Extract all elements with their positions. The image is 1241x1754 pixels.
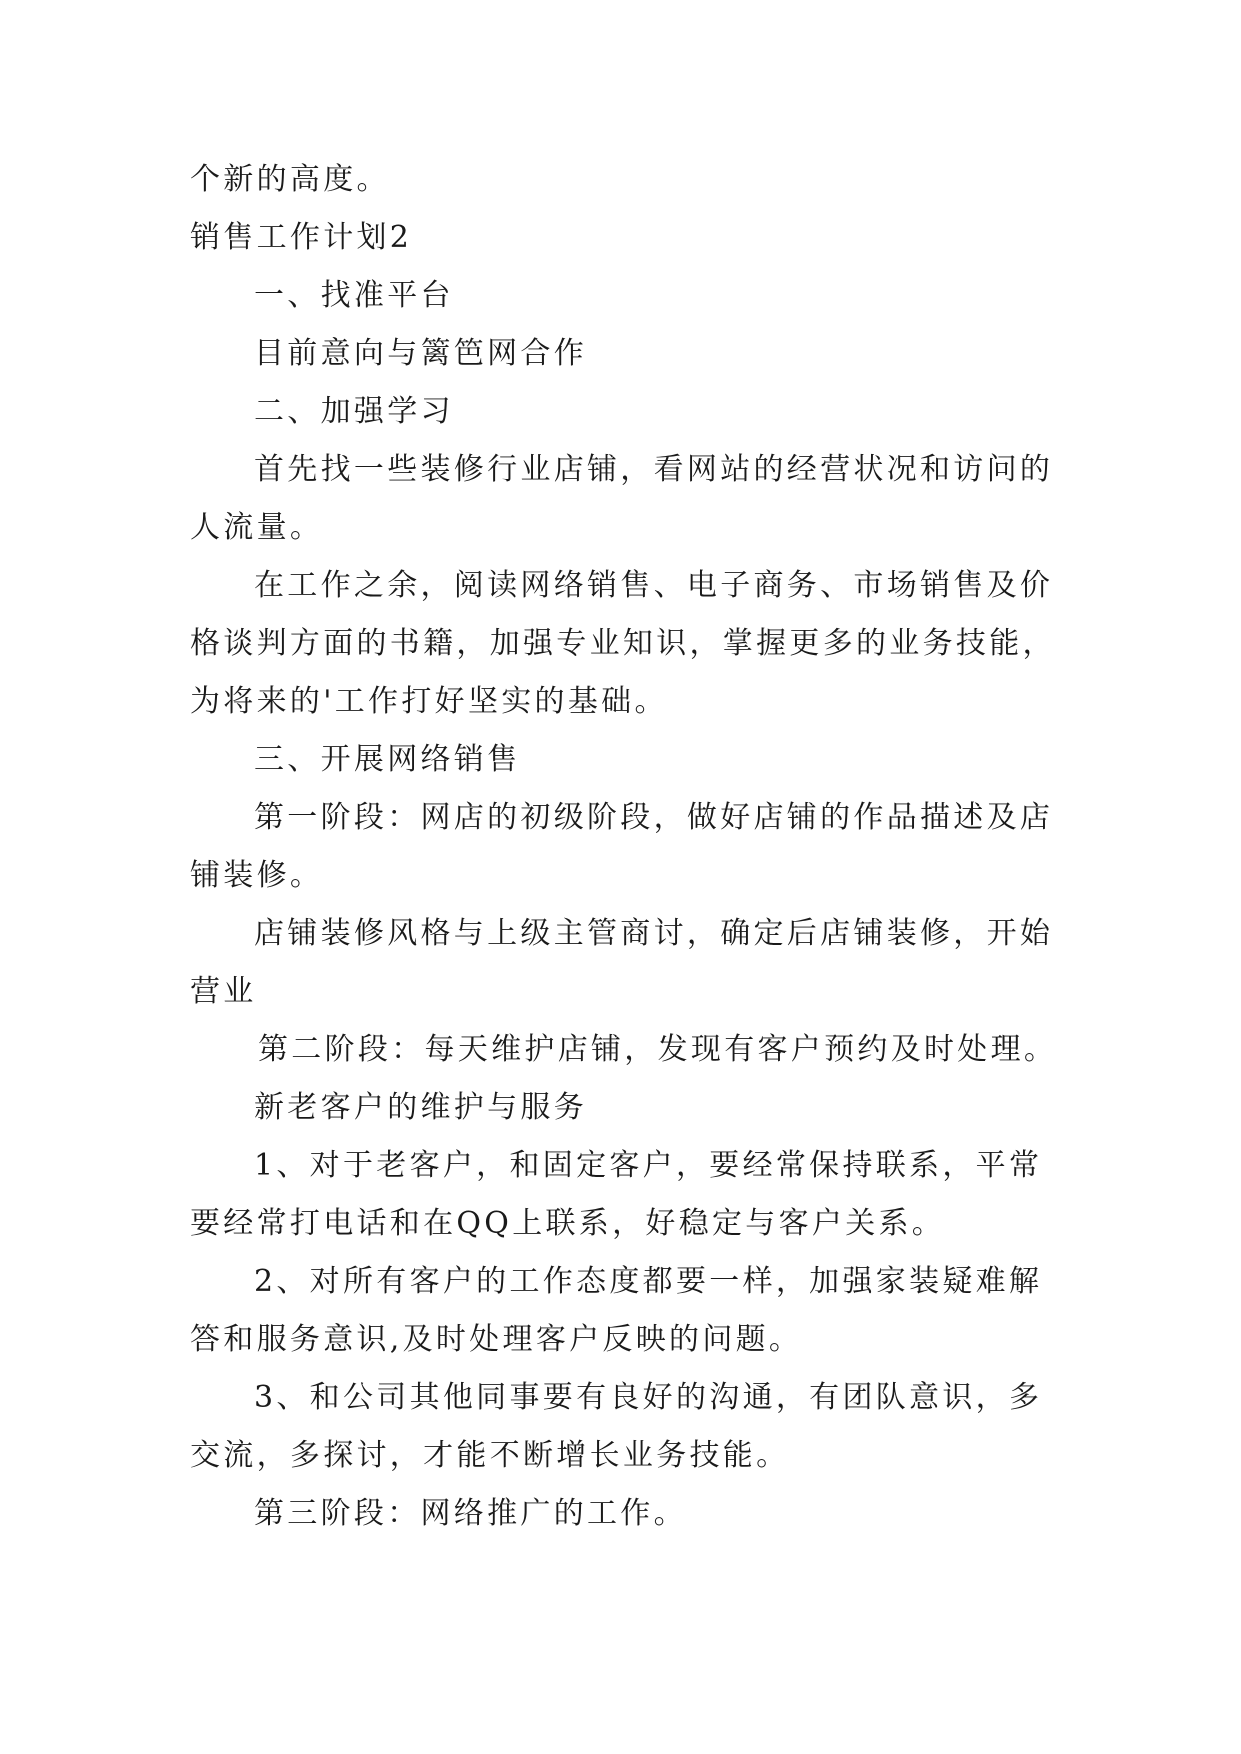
- text-line: 目前意向与篱笆网合作: [254, 336, 587, 371]
- text-line: 新老客户的维护与服务: [254, 1090, 587, 1125]
- text-line: 营业: [190, 974, 257, 1009]
- text-line: 第一阶段：网店的初级阶段，做好店铺的作品描述及店: [254, 800, 1054, 835]
- subheading: 三、开展网络销售: [254, 742, 521, 777]
- text-line: 首先找一些装修行业店铺，看网站的经营状况和访问的: [254, 452, 1054, 487]
- text-line: 3、和公司其他同事要有良好的沟通，有团队意识，多: [254, 1380, 1043, 1415]
- section-heading: 销售工作计划2: [190, 220, 413, 255]
- text-line: 答和服务意识,及时处理客户反映的问题。: [190, 1322, 803, 1357]
- text-line: 在工作之余，阅读网络销售、电子商务、市场销售及价: [254, 568, 1054, 603]
- text-line: 为将来的'工作打好坚实的基础。: [190, 684, 668, 719]
- text-line: 人流量。: [190, 510, 324, 545]
- text-line: 2、对所有客户的工作态度都要一样，加强家装疑难解: [254, 1264, 1043, 1299]
- text-line: 铺装修。: [190, 858, 324, 893]
- text-line: 第二阶段：每天维护店铺，发现有客户预约及时处理。: [258, 1032, 1058, 1067]
- text-line: 1、对于老客户，和固定客户，要经常保持联系，平常: [254, 1148, 1043, 1183]
- subheading: 二、加强学习: [254, 394, 454, 429]
- subheading: 一、找准平台: [254, 278, 454, 313]
- text-line: 店铺装修风格与上级主管商讨，确定后店铺装修，开始: [254, 916, 1054, 951]
- text-line: 交流，多探讨，才能不断增长业务技能。: [190, 1438, 790, 1473]
- text-line: 第三阶段：网络推广的工作。: [254, 1496, 687, 1531]
- text-line: 个新的高度。: [190, 162, 390, 197]
- text-line: 格谈判方面的书籍，加强专业知识，掌握更多的业务技能，: [190, 626, 1056, 661]
- text-line: 要经常打电话和在QQ上联系，好稳定与客户关系。: [190, 1206, 946, 1241]
